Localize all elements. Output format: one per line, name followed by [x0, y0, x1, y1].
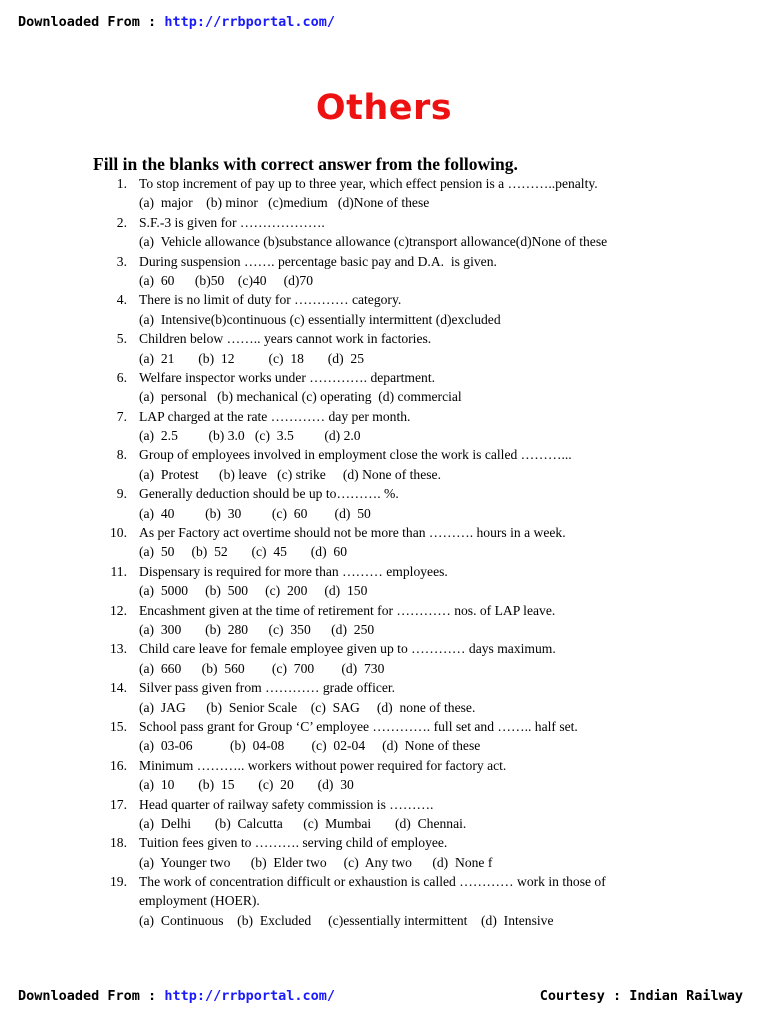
- question-options: (a) 03-06 (b) 04-08 (c) 02-04 (d) None of these: [139, 738, 481, 754]
- question-options: (a) 40 (b) 30 (c) 60 (d) 50: [139, 505, 371, 521]
- courtesy-note: Courtesy : Indian Railway: [539, 988, 743, 1004]
- question-text: During suspension ……. percentage basic pay and D.A. is given.: [139, 253, 497, 269]
- question-options: (a) 50 (b) 52 (c) 45 (d) 60: [139, 544, 348, 560]
- question-text: There is no limit of duty for ………… category.: [139, 292, 402, 308]
- question-text: Silver pass given from ………… grade officer.: [139, 680, 396, 696]
- question-number: 15.: [110, 718, 127, 734]
- question-options: (a) Delhi (b) Calcutta (c) Mumbai (d) Chennai.: [139, 815, 467, 831]
- question-list: [100, 174, 740, 930]
- question-text: Dispensary is required for more than ……… employees.: [139, 563, 448, 579]
- question-item: [100, 484, 740, 523]
- header-link[interactable]: http://rrbportal.com/: [164, 14, 335, 30]
- question-number: 2.: [116, 214, 127, 230]
- question-options: (a) Protest (b) leave (c) strike (d) None of these.: [139, 466, 441, 482]
- question-options: (a) personal (b) mechanical (c) operating (d) commercial: [139, 389, 462, 405]
- question-options: (a) 2.5 (b) 3.0 (c) 3.5 (d) 2.0: [139, 428, 361, 444]
- question-item: [100, 213, 740, 252]
- question-number: 10.: [110, 525, 127, 541]
- question-number: 16.: [110, 757, 127, 773]
- question-options: (a) 21 (b) 12 (c) 18 (d) 25: [139, 350, 365, 366]
- header-label: Downloaded From :: [18, 14, 165, 30]
- question-text: Group of employees involved in employment close the work is called ………...: [139, 447, 572, 463]
- question-item: [100, 717, 740, 756]
- question-options: (a) major (b) minor (c)medium (d)None of these: [139, 195, 430, 211]
- question-text-continued: employment (HOER).: [139, 893, 260, 909]
- question-options: (a) Intensive(b)continuous (c) essentially intermittent (d)excluded: [139, 311, 501, 327]
- question-item: [100, 678, 740, 717]
- question-item: [100, 252, 740, 291]
- question-options: (a) 60 (b)50 (c)40 (d)70: [139, 272, 314, 288]
- question-item: [100, 407, 740, 446]
- question-number: 18.: [110, 835, 127, 851]
- download-header: [18, 14, 335, 30]
- question-options: (a) JAG (b) Senior Scale (c) SAG (d) none of these.: [139, 699, 476, 715]
- question-options: (a) 300 (b) 280 (c) 350 (d) 250: [139, 621, 375, 637]
- instruction-heading: Fill in the blanks with correct answer from the following.: [93, 154, 518, 174]
- question-number: 6.: [116, 369, 127, 385]
- question-item: [100, 601, 740, 640]
- question-number: 3.: [116, 253, 127, 269]
- question-text: The work of concentration difficult or exhaustion is called ………… work in those of: [139, 874, 606, 890]
- question-item: [100, 833, 740, 872]
- question-item: [100, 445, 740, 484]
- question-text: School pass grant for Group ‘C’ employee …………. full set and …….. half set.: [139, 718, 578, 734]
- question-number: 14.: [110, 680, 127, 696]
- question-number: 12.: [110, 602, 127, 618]
- question-number: 17.: [110, 796, 127, 812]
- question-item: [100, 174, 740, 213]
- question-item: [100, 639, 740, 678]
- question-options: (a) 5000 (b) 500 (c) 200 (d) 150: [139, 583, 368, 599]
- question-text: Tuition fees given to ………. serving child of employee.: [139, 835, 448, 851]
- question-number: 7.: [116, 408, 127, 424]
- page-title: Others: [315, 88, 453, 128]
- question-item: [100, 756, 740, 795]
- download-footer: [18, 988, 335, 1004]
- question-item: [100, 795, 740, 834]
- question-item: [100, 329, 740, 368]
- question-text: Encashment given at the time of retirement for ………… nos. of LAP leave.: [139, 602, 556, 618]
- question-text: To stop increment of pay up to three year, which effect pension is a ………..penalty.: [139, 176, 598, 191]
- question-item: [100, 562, 740, 601]
- question-options: (a) Continuous (b) Excluded (c)essentially intermittent (d) Intensive: [139, 912, 554, 928]
- question-text: As per Factory act overtime should not be more than ………. hours in a week.: [139, 525, 566, 541]
- question-number: 4.: [116, 292, 127, 308]
- question-item: [100, 368, 740, 407]
- question-item: [100, 872, 740, 930]
- footer-label: Downloaded From :: [18, 988, 165, 1004]
- question-number: 8.: [116, 447, 127, 463]
- question-text: S.F.-3 is given for ……………….: [139, 214, 325, 230]
- question-item: [100, 290, 740, 329]
- question-text: Generally deduction should be up to………. %.: [139, 486, 399, 502]
- question-text: Welfare inspector works under …………. department.: [139, 369, 435, 385]
- question-text: LAP charged at the rate ………… day per month.: [139, 408, 411, 424]
- question-number: 9.: [116, 486, 127, 502]
- question-options: (a) 660 (b) 560 (c) 700 (d) 730: [139, 660, 385, 676]
- question-options: (a) Vehicle allowance (b)substance allowance (c)transport allowance(d)None of these: [139, 234, 608, 250]
- question-item: [100, 523, 740, 562]
- question-number: 19.: [110, 874, 127, 890]
- footer-link[interactable]: http://rrbportal.com/: [164, 988, 335, 1004]
- question-number: 5.: [116, 331, 127, 347]
- question-options: (a) 10 (b) 15 (c) 20 (d) 30: [139, 777, 354, 793]
- question-number: 11.: [110, 563, 127, 579]
- question-options: (a) Younger two (b) Elder two (c) Any two (d) None f: [139, 854, 493, 870]
- question-number: 13.: [110, 641, 127, 657]
- question-text: Children below …….. years cannot work in factories.: [139, 331, 432, 347]
- question-text: Minimum ……….. workers without power required for factory act.: [139, 757, 507, 773]
- question-text: Head quarter of railway safety commission is ……….: [139, 796, 434, 812]
- question-number: 1.: [116, 176, 127, 191]
- question-text: Child care leave for female employee given up to ………… days maximum.: [139, 641, 556, 657]
